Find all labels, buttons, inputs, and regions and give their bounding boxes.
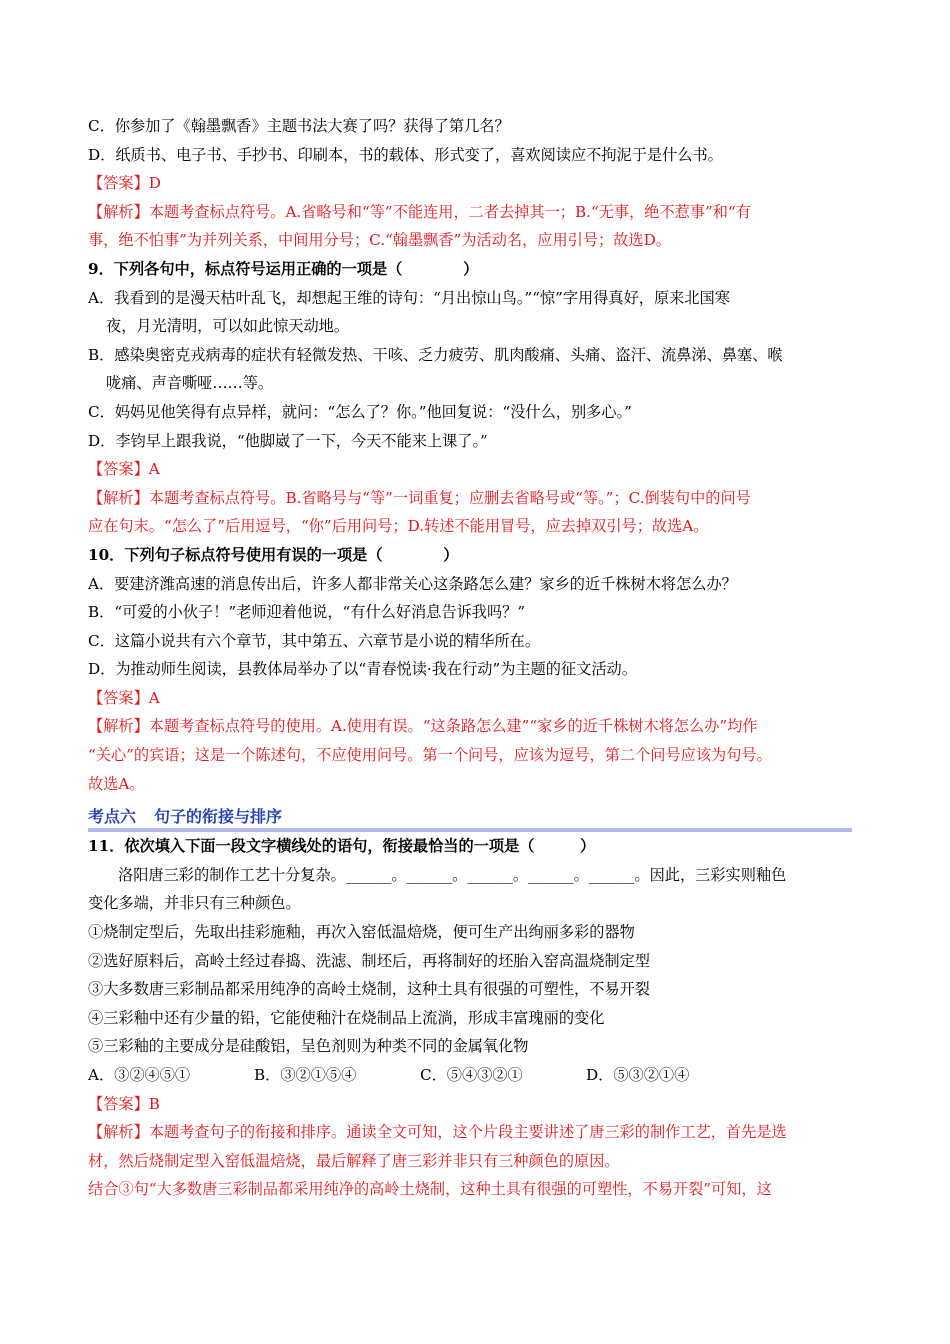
text-line: D．李钧早上跟我说，“他脚崴了一下，今天不能来上课了。”	[88, 431, 488, 450]
text-line: C．这篇小说共有六个章节，其中第五、六章节是小说的精华所在。	[88, 631, 541, 650]
answer-line: 【解析】本题考查句子的衔接和排序。通读全文可知，这个片段主要讲述了唐三彩的制作工艺，首先是选	[88, 1123, 787, 1142]
text-line: 变化多端，并非只有三种颜色。	[88, 894, 301, 913]
passage-line: 洛阳唐三彩的制作工艺十分复杂。______。______。______。______。______。因此，三彩实则釉色	[118, 865, 787, 884]
answer-line: 【答案】A	[88, 460, 160, 479]
answer-option: C．⑤④③②①	[420, 1066, 523, 1084]
answer-line: 【答案】D	[88, 174, 161, 193]
answer-option: B．③②①⑤④	[254, 1066, 357, 1084]
text-line: C．你参加了《翰墨飘香》主题书法大赛了吗？获得了第几名？	[88, 117, 510, 135]
text-line: C．妈妈见他笑得有点异样，就问：“怎么了？你。”他回复说：“没什么，别多心。”	[88, 402, 632, 421]
section-rule	[88, 828, 852, 832]
text-line: ④三彩釉中还有少量的铅，它能使釉汁在烧制品上流淌，形成丰富瑰丽的变化	[88, 1008, 605, 1027]
answer-line: “关心”的宾语；这是一个陈述句，不应使用问号。第一个问号，应该为逗号，第二个问号应该为句号。	[88, 746, 772, 765]
answer-line: 材，然后烧制定型入窑低温焙烧，最后解释了唐三彩并非只有三种颜色的原因。	[88, 1151, 620, 1170]
answer-option: A．③②④⑤①	[88, 1066, 191, 1084]
text-line: A．我看到的是漫天枯叶乱飞，却想起王维的诗句：“月出惊山鸟。”“惊”字用得真好，原来北国寒	[88, 288, 730, 307]
section-heading	[88, 802, 860, 832]
document-body	[88, 112, 860, 1204]
answer-options	[88, 1061, 860, 1090]
section-title: 句子的衔接与排序	[154, 807, 283, 827]
answer-line: 【答案】A	[88, 688, 160, 707]
answer-line: 【解析】本题考查标点符号。A.省略号和“等”不能连用，二者去掉其一；B.“无事，绝不惹事”和“有	[88, 202, 751, 221]
answer-line: 故选A。	[88, 774, 145, 793]
question-stem: 10．下列句子标点符号使用有误的一项是（ ）	[88, 545, 459, 564]
question-stem: 11．依次填入下面一段文字横线处的语句，衔接最恰当的一项是（ ）	[88, 837, 596, 856]
answer-line: 【解析】本题考查标点符号的使用。A.使用有误。“这条路怎么建”“家乡的近千株树木将怎么办”均作	[88, 717, 758, 736]
question-stem: 9．下列各句中，标点符号运用正确的一项是（ ）	[88, 259, 479, 278]
text-line: ⑤三彩釉的主要成分是硅酸铝，呈色剂则为种类不同的金属氧化物	[88, 1037, 529, 1056]
text-line: A．要建济潍高速的消息传出后，许多人都非常关心这条路怎么建？家乡的近千株树木将怎么办？	[88, 574, 737, 593]
answer-line: 结合③句“大多数唐三彩制品都采用纯净的高岭土烧制，这种土具有很强的可塑性，不易开裂”可知，这	[88, 1180, 772, 1199]
answer-line: 【答案】B	[88, 1094, 160, 1113]
text-line-continued: 咙痛、声音嘶哑……等。	[106, 374, 274, 393]
answer-line: 【解析】本题考查标点符号。B.省略号与“等”一词重复；应删去省略号或“等。”；C.倒装句中的问号	[88, 488, 751, 507]
text-line: D．纸质书、电子书、手抄书、印刷本，书的载体、形式变了，喜欢阅读应不拘泥于是什么书。	[88, 145, 723, 164]
answer-line: 应在句末。“怎么了”后用逗号，“你”后用问号；D.转述不能用冒号，应去掉双引号；故选A。	[88, 517, 709, 536]
text-line: ③大多数唐三彩制品都采用纯净的高岭土烧制，这种土具有很强的可塑性，不易开裂	[88, 980, 650, 999]
section-number: 考点六	[88, 807, 137, 827]
text-line: ②选好原料后，高岭土经过春捣、洗滤、制坯后，再将制好的坯胎入窑高温烧制定型	[88, 951, 650, 970]
text-line-continued: 夜，月光清明，可以如此惊天动地。	[106, 317, 349, 336]
answer-option: D．⑤③②①④	[586, 1066, 690, 1084]
text-line: D．为推动师生阅读，县教体局举办了以“青春悦读·我在行动”为主题的征文活动。	[88, 660, 637, 679]
text-line: ①烧制定型后，先取出挂彩施釉，再次入窑低温焙烧，便可生产出绚丽多彩的器物	[88, 923, 635, 942]
text-line: B．感染奥密克戎病毒的症状有轻微发热、干咳、乏力疲劳、肌肉酸痛、头痛、盗汗、流鼻涕、鼻塞、喉	[88, 345, 783, 364]
answer-line: 事，绝不怕事”为并列关系，中间用分号；C.“翰墨飘香”为活动名，应用引号；故选D。	[88, 231, 671, 250]
text-line: B．“可爱的小伙子！”老师迎着他说，“有什么好消息告诉我吗？”	[88, 603, 526, 622]
